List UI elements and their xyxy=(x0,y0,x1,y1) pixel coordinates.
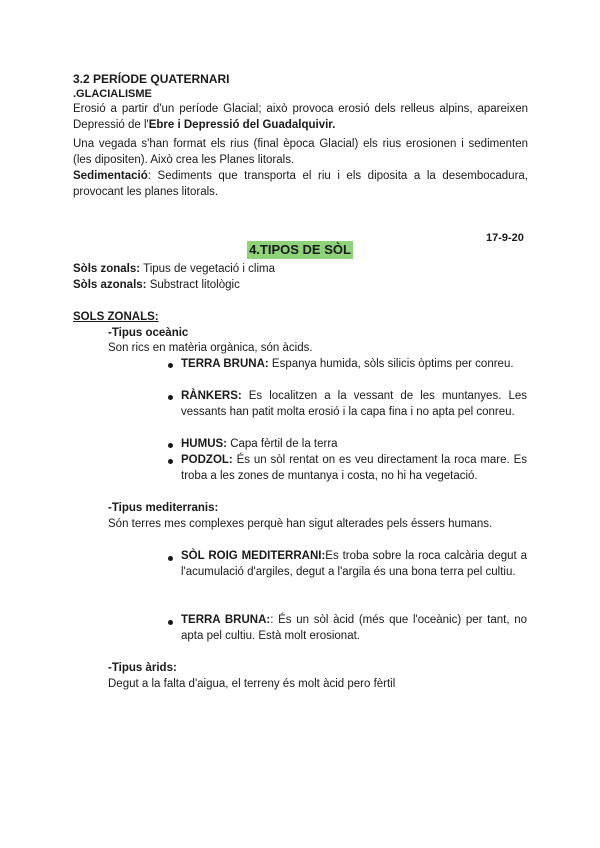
arid-heading: -Tipus àrids: xyxy=(108,662,177,674)
definition-text: Substract litològic xyxy=(146,279,240,291)
bullet-icon xyxy=(168,620,173,625)
azonal-definition xyxy=(73,278,240,294)
list-item-text: Es troba sobre la roca calcària degut a l'acumulació d'argiles, degut a l'argila és una bona terra pel cultiu. xyxy=(181,550,527,578)
mediterranean-heading: -Tipus mediterranis: xyxy=(108,502,219,514)
paragraph-sedimentation xyxy=(73,169,528,200)
arid-description: Degut a la falta d'aigua, el terreny és molt àcid pero fèrtil xyxy=(108,678,396,690)
list-item-text: Es localitzen a la vessant de les muntanyes. Les vessants han patit molta erosió i la capa fina i no apta pel conreu. xyxy=(181,390,527,418)
paragraph-text: : Sediments que transporta el riu i els diposita a la desembocadura, provocant les planes litorals. xyxy=(73,170,528,198)
subsection-title: .GLACIALISME xyxy=(73,88,152,100)
list-item xyxy=(181,357,527,373)
list-item-text: Espanya humida, sòls silicis òptims per conreu. xyxy=(268,358,514,370)
list-item xyxy=(181,613,527,644)
oceanic-heading: -Tipus oceànic xyxy=(108,327,189,339)
bullet-icon xyxy=(168,395,173,400)
list-item-term: SÒL ROIG MEDITERRANI: xyxy=(181,550,326,562)
paragraph-rivers: Una vegada s'han format els rius (final època Glacial) els rius erosionen i sedimenten (les dipositen). Això crea les Planes litorals. xyxy=(73,138,528,166)
paragraph-bold: Ebre i Depressió del Guadalquivir. xyxy=(148,118,336,131)
list-item xyxy=(181,389,527,420)
list-item-text: Capa fèrtil de la terra xyxy=(227,438,338,450)
section-4-title: 4.TIPOS DE SÒL xyxy=(247,241,353,259)
date-label: 17-9-20 xyxy=(486,232,524,244)
list-item-term: PODZOL: xyxy=(181,454,233,466)
section-title: 3.2 PERÍODE QUATERNARI xyxy=(73,72,230,86)
term-label: Sòls azonals: xyxy=(73,279,147,291)
list-item-text: És un sòl rentat on es veu directament la roca mare. Es troba a les zones de muntanya i costa, no hi ha vegetació. xyxy=(181,454,527,482)
bullet-icon xyxy=(168,443,173,448)
bullet-icon xyxy=(168,556,173,561)
term-label: Sòls zonals: xyxy=(73,263,141,275)
list-item-term: HUMUS: xyxy=(181,438,227,450)
paragraph-glacial xyxy=(73,102,528,133)
list-item xyxy=(181,437,527,453)
list-item-term: TERRA BRUNA: xyxy=(181,358,269,370)
list-item-text: : És un sòl àcid (més que l'oceànic) per tant, no apta pel cultiu. Està molt erosionat. xyxy=(181,614,528,642)
mediterranean-description: Són terres mes complexes perquè han sigut alterades pels éssers humans. xyxy=(108,518,493,530)
definition-text: Tipus de vegetació i clima xyxy=(140,263,275,275)
bullet-icon xyxy=(168,459,173,464)
zonals-heading: SOLS ZONALS: xyxy=(73,311,159,323)
list-item-term: RÀNKERS: xyxy=(181,390,242,402)
oceanic-description: Son rics en matèria orgànica, són àcids. xyxy=(108,342,313,354)
term-sedimentacio: Sedimentació xyxy=(73,170,148,182)
bullet-icon xyxy=(168,363,173,368)
paragraph-text: Erosió a partir d'un període Glacial; això provoca erosió dels relleus alpins, apareixen Depressió de l' xyxy=(73,103,528,131)
list-item xyxy=(181,453,527,484)
list-item-term: TERRA BRUNA: xyxy=(181,614,271,626)
zonal-definition xyxy=(73,262,275,278)
list-item xyxy=(181,549,527,580)
